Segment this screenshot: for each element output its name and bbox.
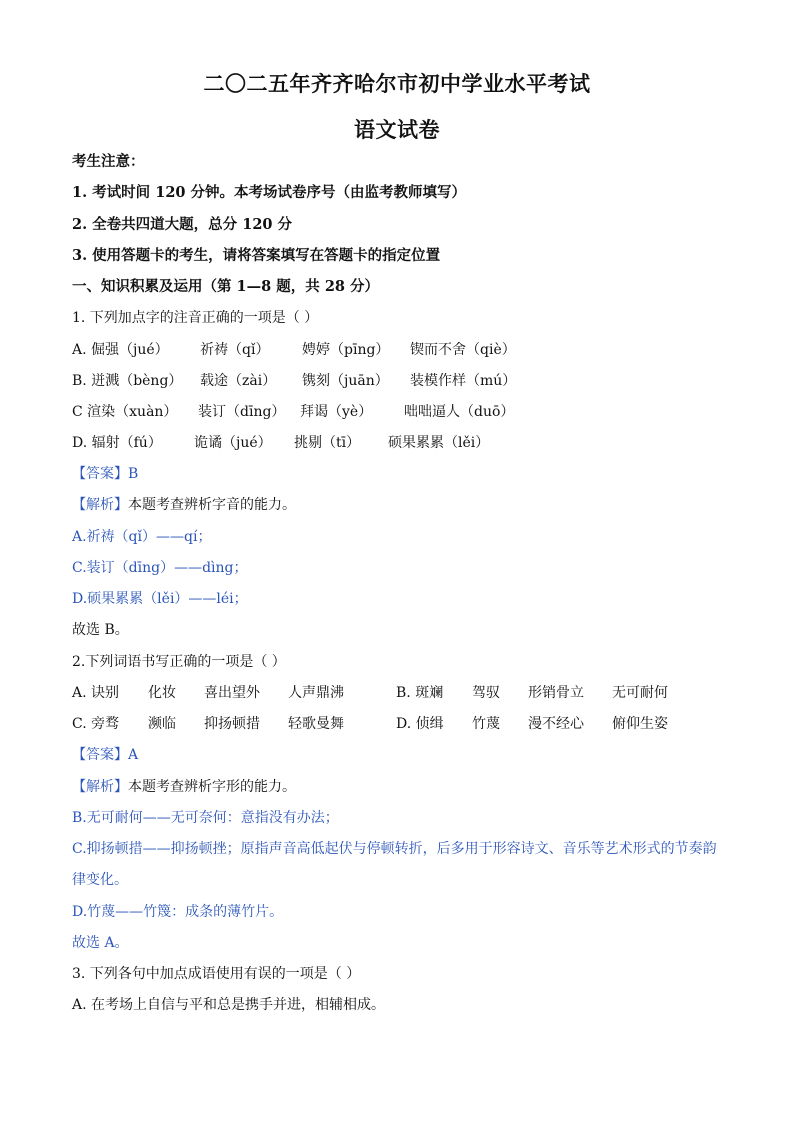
analysis-conclusion: 故选 A。: [72, 935, 129, 951]
question-stem: 1. 下列加点字的注音正确的一项是（ ）: [72, 310, 319, 326]
question-stem: 2.下列词语书写正确的一项是（ ）: [72, 654, 286, 670]
option-cell: A. 倔强（jué）: [72, 342, 169, 358]
option-cell: 轻歌曼舞: [288, 716, 344, 732]
option-cell: 驾驭: [472, 685, 500, 701]
option-cell: 抑扬顿措: [204, 716, 260, 732]
notice-item: 3. 使用答题卡的考生，请将答案填写在答题卡的指定位置: [72, 247, 441, 264]
option-cell: 娉婷（pīng）: [302, 342, 390, 358]
answer-line: [72, 744, 138, 764]
analysis-note: B.无可耐何——无可奈何：意指没有办法；: [72, 810, 339, 826]
notice-heading: 考生注意：: [72, 153, 145, 170]
option-cell: 祈祷（qǐ）: [200, 342, 270, 358]
page-subtitle: 语文试卷: [354, 117, 440, 142]
option-cell: A. 在考场上自信与平和总是携手并进，相辅相成。: [72, 997, 386, 1013]
analysis-text: 本题考查辨析字形的能力。: [128, 779, 296, 795]
analysis-note: C.抑扬顿措——抑扬顿挫；原指声音高低起伏与停顿转折，后多用于形容诗文、音乐等艺术形式的节奏韵: [72, 841, 717, 857]
option-cell: 喜出望外: [204, 685, 260, 701]
option-cell: 形销骨立: [528, 685, 584, 701]
page-title: 二〇二五年齐齐哈尔市初中学业水平考试: [203, 71, 591, 96]
option-cell: A. 诀别: [72, 685, 120, 701]
analysis-note: A.祈祷（qǐ）——qí；: [72, 529, 212, 545]
section-heading: 一、知识积累及运用（第 1—8 题，共 28 分）: [72, 278, 380, 295]
analysis-line: [72, 494, 296, 514]
answer-label: 【答案】: [72, 466, 128, 482]
option-cell: 挑剔（tī）: [294, 435, 361, 451]
option-cell: 硕果累累（lěi）: [388, 435, 490, 451]
analysis-note: 律变化。: [72, 872, 128, 888]
option-cell: 载途（zài）: [200, 373, 277, 389]
option-cell: 竹蔑: [472, 716, 500, 732]
answer-value: B: [128, 466, 139, 482]
option-cell: D. 侦缉: [396, 716, 444, 732]
analysis-text: 本题考查辨析字音的能力。: [128, 497, 296, 513]
analysis-label: 【解析】: [72, 497, 128, 513]
analysis-note: D.硕果累累（lěi）——léi；: [72, 591, 248, 607]
analysis-label: 【解析】: [72, 779, 128, 795]
option-cell: 俯仰生姿: [612, 716, 668, 732]
answer-line: [72, 463, 138, 483]
analysis-note: C.装订（dīng）——dìng；: [72, 560, 248, 576]
option-cell: C. 旁骛: [72, 716, 120, 732]
option-cell: B. 迸溅（bèng）: [72, 373, 183, 389]
option-cell: 镌刻（juān）: [302, 373, 389, 389]
option-cell: 化妆: [148, 685, 176, 701]
option-cell: 人声鼎沸: [288, 685, 344, 701]
option-cell: 诡谲（jué）: [194, 435, 272, 451]
option-cell: 濒临: [148, 716, 176, 732]
analysis-note: D.竹蔑——竹篾：成条的薄竹片。: [72, 904, 284, 920]
answer-value: A: [128, 747, 139, 763]
option-cell: 无可耐何: [612, 685, 668, 701]
option-cell: B. 斑斓: [396, 685, 444, 701]
question-stem: 3. 下列各句中加点成语使用有误的一项是（ ）: [72, 966, 361, 982]
option-cell: 锲而不舍（qiè）: [410, 342, 516, 358]
option-cell: 漫不经心: [528, 716, 584, 732]
answer-label: 【答案】: [72, 747, 128, 763]
option-cell: D. 辐射（fú）: [72, 435, 162, 451]
notice-item: 1. 考试时间 120 分钟。本考场试卷序号（由监考教师填写）: [72, 184, 467, 201]
notice-item: 2. 全卷共四道大题，总分 120 分: [72, 216, 293, 233]
option-cell: 装订（dīng）: [198, 404, 286, 420]
option-cell: C 渲染（xuàn）: [72, 404, 178, 420]
analysis-line: [72, 776, 296, 796]
option-cell: 装模作样（mú）: [410, 373, 517, 389]
analysis-conclusion: 故选 B。: [72, 622, 129, 638]
option-cell: 拜谒（yè）: [300, 404, 373, 420]
option-cell: 咄咄逼人（duō）: [404, 404, 515, 420]
